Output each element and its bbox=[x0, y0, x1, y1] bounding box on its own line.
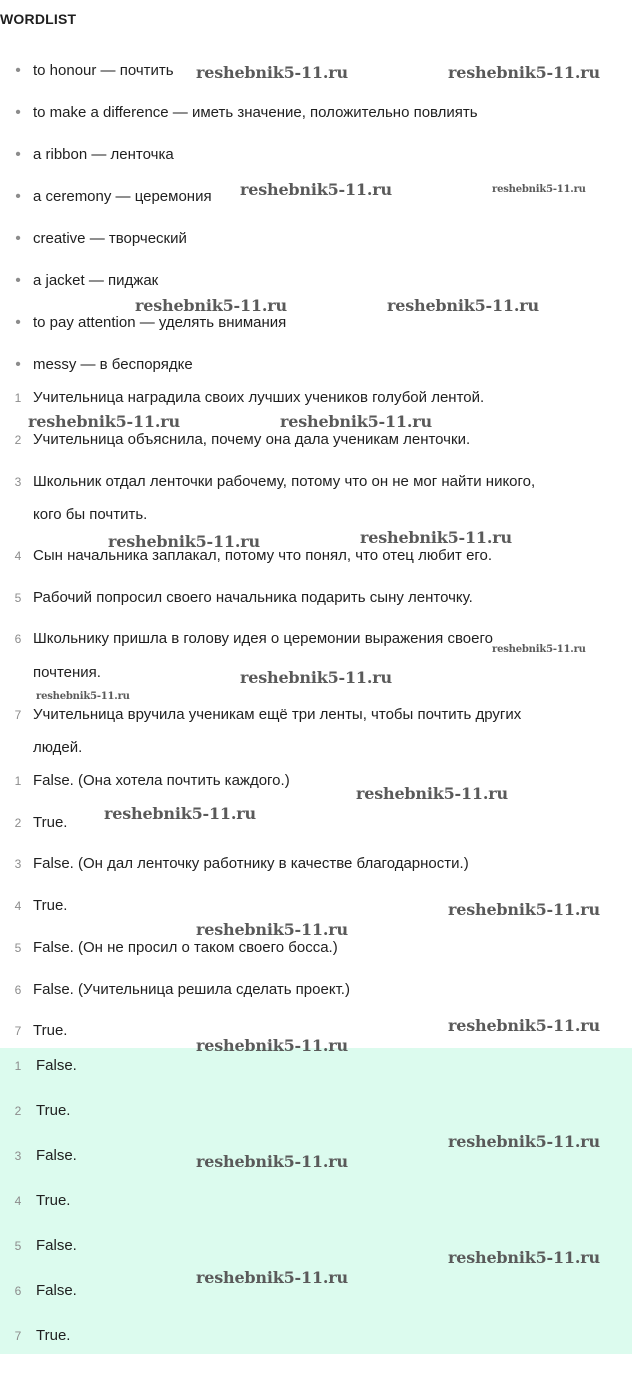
answer-text: False. (Он дал ленточку работнику в качестве благодарности.) bbox=[33, 855, 469, 872]
item-number: 6 bbox=[14, 632, 22, 646]
sentence-text: Учительница объяснила, почему она дала ученикам ленточки. bbox=[33, 431, 471, 448]
answer-text: True. bbox=[33, 1022, 68, 1039]
watermark: reshebnik5-11.ru bbox=[448, 900, 600, 919]
item-number: 5 bbox=[14, 591, 22, 605]
item-number: 6 bbox=[14, 1284, 22, 1298]
watermark: reshebnik5-11.ru bbox=[36, 691, 130, 702]
answer-item bbox=[0, 813, 632, 833]
item-number: 1 bbox=[14, 1059, 22, 1073]
item-number: 2 bbox=[14, 816, 22, 830]
bullet-icon: • bbox=[15, 314, 21, 331]
highlighted-answer-item bbox=[0, 1056, 632, 1076]
answer-text: False. (Он не просил о таком своего босса.) bbox=[33, 939, 338, 956]
watermark: reshebnik5-11.ru bbox=[196, 1268, 348, 1287]
highlighted-answer-item bbox=[0, 1191, 632, 1211]
watermark: reshebnik5-11.ru bbox=[240, 668, 392, 687]
item-number: 3 bbox=[14, 857, 22, 871]
answer-text: True. bbox=[36, 1327, 71, 1344]
watermark: reshebnik5-11.ru bbox=[280, 412, 432, 431]
answer-text: True. bbox=[33, 814, 68, 831]
watermark: reshebnik5-11.ru bbox=[356, 784, 508, 803]
list-item bbox=[0, 388, 632, 408]
answer-item bbox=[0, 771, 632, 791]
list-item bbox=[0, 705, 632, 725]
answer-text: False. (Учительница решила сделать проект.) bbox=[33, 981, 350, 998]
item-number: 3 bbox=[14, 475, 22, 489]
answer-item bbox=[0, 854, 632, 874]
answer-text: False. bbox=[36, 1282, 77, 1299]
sentence-text: Учительница вручила ученикам ещё три ленты, чтобы почтить других bbox=[33, 706, 522, 723]
bullet-icon: • bbox=[15, 146, 21, 163]
watermark: reshebnik5-11.ru bbox=[360, 528, 512, 547]
sentence-continuation: людей. bbox=[33, 739, 83, 756]
watermark: reshebnik5-11.ru bbox=[492, 184, 586, 195]
list-item bbox=[0, 546, 632, 566]
bullet-icon: • bbox=[15, 62, 21, 79]
answer-text: True. bbox=[33, 897, 68, 914]
watermark: reshebnik5-11.ru bbox=[196, 63, 348, 82]
bullet-icon: • bbox=[15, 104, 21, 121]
item-number: 7 bbox=[14, 708, 22, 722]
bullet-icon: • bbox=[15, 230, 21, 247]
sentence-text: Школьник отдал ленточки рабочему, потому что он не мог найти никого, bbox=[33, 473, 536, 490]
watermark: reshebnik5-11.ru bbox=[196, 1152, 348, 1171]
item-number: 2 bbox=[14, 1104, 22, 1118]
wordlist-item bbox=[0, 313, 632, 333]
sentence-text: Учительница наградила своих лучших учеников голубой лентой. bbox=[33, 389, 485, 406]
item-number: 4 bbox=[14, 549, 22, 563]
wordlist-item bbox=[0, 229, 632, 249]
watermark: reshebnik5-11.ru bbox=[387, 296, 539, 315]
item-number: 4 bbox=[14, 899, 22, 913]
watermark: reshebnik5-11.ru bbox=[448, 63, 600, 82]
watermark: reshebnik5-11.ru bbox=[492, 644, 586, 655]
item-number: 2 bbox=[14, 433, 22, 447]
wordlist-item bbox=[0, 103, 632, 123]
highlighted-answer-item bbox=[0, 1101, 632, 1121]
wordlist-item-text: a jacket — пиджак bbox=[33, 272, 159, 289]
answer-text: False. bbox=[36, 1057, 77, 1074]
watermark: reshebnik5-11.ru bbox=[108, 532, 260, 551]
item-number: 4 bbox=[14, 1194, 22, 1208]
list-item bbox=[0, 588, 632, 608]
highlighted-answer-item bbox=[0, 1326, 632, 1346]
bullet-icon: • bbox=[15, 356, 21, 373]
list-item bbox=[0, 472, 632, 492]
watermark: reshebnik5-11.ru bbox=[448, 1248, 600, 1267]
wordlist-item-text: creative — творческий bbox=[33, 230, 187, 247]
wordlist-item-text: to honour — почтить bbox=[33, 62, 174, 79]
wordlist-item-text: a ribbon — ленточка bbox=[33, 146, 174, 163]
answer-text: False. bbox=[36, 1237, 77, 1254]
wordlist-item bbox=[0, 271, 632, 291]
watermark: reshebnik5-11.ru bbox=[28, 412, 180, 431]
wordlist-item bbox=[0, 355, 632, 375]
sentence-text: Сын начальника заплакал, потому что понял, что отец любит его. bbox=[33, 547, 493, 564]
wordlist-item-text: to pay attention — уделять внимания bbox=[33, 314, 287, 331]
answer-item bbox=[0, 938, 632, 958]
wordlist-item-text: to make a difference — иметь значение, положительно повлиять bbox=[33, 104, 478, 121]
bullet-icon: • bbox=[15, 272, 21, 289]
sentence-text: Рабочий попросил своего начальника подарить сыну ленточку. bbox=[33, 589, 473, 606]
watermark: reshebnik5-11.ru bbox=[196, 1036, 348, 1055]
item-number: 7 bbox=[14, 1024, 22, 1038]
item-number: 5 bbox=[14, 941, 22, 955]
bullet-icon: • bbox=[15, 188, 21, 205]
sentence-text: Школьнику пришла в голову идея о церемонии выражения своего bbox=[33, 630, 493, 647]
watermark: reshebnik5-11.ru bbox=[240, 180, 392, 199]
item-number: 7 bbox=[14, 1329, 22, 1343]
wordlist-item-text: messy — в беспорядке bbox=[33, 356, 193, 373]
item-number: 5 bbox=[14, 1239, 22, 1253]
watermark: reshebnik5-11.ru bbox=[104, 804, 256, 823]
item-number: 1 bbox=[14, 391, 22, 405]
answer-item bbox=[0, 980, 632, 1000]
answer-text: True. bbox=[36, 1102, 71, 1119]
wordlist-item bbox=[0, 145, 632, 165]
watermark: reshebnik5-11.ru bbox=[135, 296, 287, 315]
wordlist-item-text: a ceremony — церемония bbox=[33, 188, 212, 205]
answer-text: False. bbox=[36, 1147, 77, 1164]
sentence-continuation: почтения. bbox=[33, 664, 101, 681]
wordlist-heading: WORDLIST bbox=[0, 11, 77, 27]
watermark: reshebnik5-11.ru bbox=[448, 1132, 600, 1151]
answer-text: True. bbox=[36, 1192, 71, 1209]
item-number: 1 bbox=[14, 774, 22, 788]
sentence-continuation: кого бы почтить. bbox=[33, 506, 148, 523]
item-number: 6 bbox=[14, 983, 22, 997]
answer-text: False. (Она хотела почтить каждого.) bbox=[33, 772, 290, 789]
item-number: 3 bbox=[14, 1149, 22, 1163]
list-item bbox=[0, 430, 632, 450]
watermark: reshebnik5-11.ru bbox=[196, 920, 348, 939]
watermark: reshebnik5-11.ru bbox=[448, 1016, 600, 1035]
